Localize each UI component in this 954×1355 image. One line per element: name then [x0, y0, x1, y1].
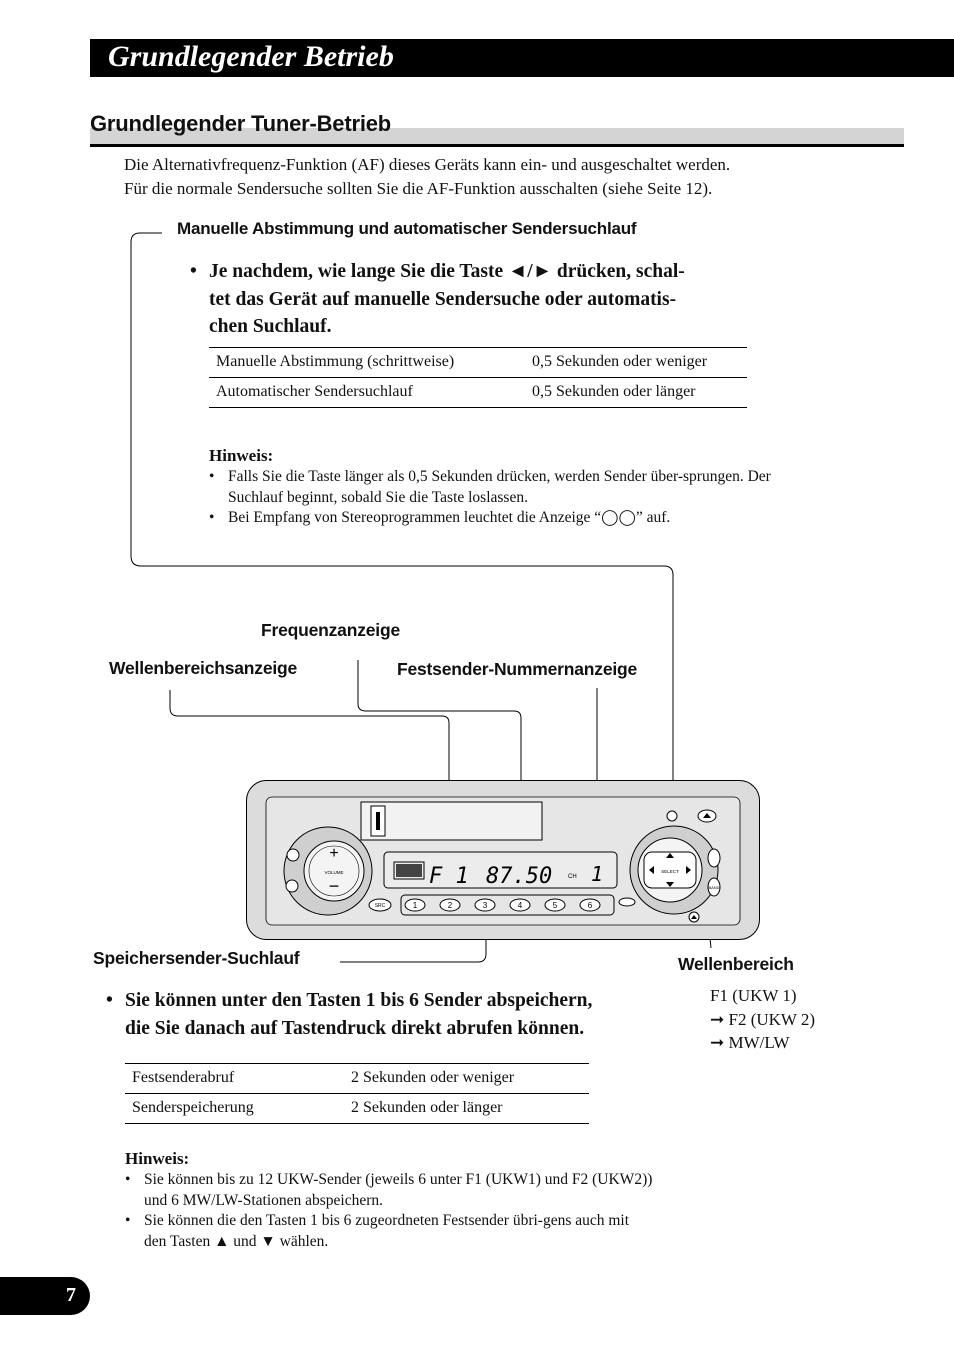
list-item: • Sie können die den Tasten 1 bis 6 zugeordneten Festsender übri-gens auch mit den Tasten ▲ und ▼ wählen. — [125, 1211, 655, 1252]
svg-text:F 1: F 1 — [429, 864, 469, 889]
manual-note-heading: Hinweis: — [209, 446, 274, 465]
preset-timing-table — [125, 1063, 589, 1124]
list-item: • Bei Empfang von Stereoprogrammen leuchtet die Anzeige “◯◯” auf. — [209, 508, 779, 529]
svg-text:3: 3 — [482, 901, 488, 910]
svg-text:CH: CH — [568, 874, 577, 880]
preset-bullet-text — [125, 987, 685, 1042]
table-cell: 0,5 Sekunden oder weniger — [525, 348, 747, 378]
table-cell: 0,5 Sekunden oder länger — [525, 378, 747, 408]
chapter-title: Grundlegender Betrieb — [108, 40, 394, 73]
intro-line: Für die normale Sendersuche sollten Sie die AF-Funktion ausschalten (siehe Seite 12). — [124, 179, 713, 198]
label-band: Wellenbereich — [678, 954, 794, 974]
band-list — [710, 984, 815, 1055]
manual-timing-table — [209, 347, 747, 408]
svg-text:−: − — [328, 876, 340, 896]
svg-text:2: 2 — [447, 901, 453, 910]
manual-bullet-line: chen Suchlauf. — [209, 316, 332, 337]
table-row — [125, 1094, 589, 1124]
label-frequency: Frequenzanzeige — [261, 620, 400, 640]
table-row — [125, 1064, 589, 1094]
svg-text:87.50: 87.50 — [486, 864, 553, 889]
page-number-tab — [0, 1277, 90, 1315]
band-item: ➞ MW/LW — [710, 1033, 790, 1052]
manual-notes — [209, 467, 779, 529]
manual-bullet-line: Je nachdem, wie lange Sie die Taste ◄/► drücken, schal- — [209, 261, 685, 282]
preset-notes — [125, 1170, 655, 1252]
preset-bullet-line: die Sie danach auf Tastendruck direkt abrufen können. — [125, 1017, 585, 1039]
svg-text:SELECT: SELECT — [661, 869, 679, 874]
band-item: F1 (UKW 1) — [710, 986, 797, 1005]
svg-text:4: 4 — [517, 901, 523, 910]
table-cell: Senderspeicherung — [125, 1094, 344, 1124]
section-title: Grundlegender Tuner-Betrieb — [90, 111, 391, 136]
car-radio-illustration — [246, 780, 760, 942]
manual-bullet-marker: • — [190, 261, 197, 282]
svg-text:BAND: BAND — [708, 885, 720, 890]
intro-line: Die Alternativfrequenz-Funktion (AF) dieses Geräts kann ein- und ausgeschaltet werden. — [124, 155, 731, 174]
svg-text:6: 6 — [587, 901, 593, 910]
table-row — [209, 378, 747, 408]
manual-bullet-line: tet das Gerät auf manuelle Sendersuche oder automatis- — [209, 288, 677, 310]
table-row — [209, 348, 747, 378]
svg-text:1: 1 — [591, 862, 604, 886]
list-item: • Falls Sie die Taste länger als 0,5 Sekunden drücken, werden Sender über-sprungen. Der Suchlauf beginnt, sobald Sie die Taste loslassen. — [209, 467, 779, 508]
table-cell: 2 Sekunden oder länger — [344, 1094, 589, 1124]
page-number: 7 — [66, 1284, 76, 1306]
label-preset-scan: Speichersender-Suchlauf — [93, 948, 300, 968]
preset-bullet-line: Sie können unter den Tasten 1 bis 6 Sender abspeichern, — [125, 990, 593, 1011]
table-cell: Automatischer Sendersuchlauf — [209, 378, 525, 408]
table-cell: Festsenderabruf — [125, 1064, 344, 1094]
svg-text:SRC: SRC — [374, 903, 386, 909]
preset-note-heading: Hinweis: — [125, 1149, 190, 1168]
table-cell: Manuelle Abstimmung (schrittweise) — [209, 348, 525, 378]
svg-text:5: 5 — [552, 901, 558, 910]
svg-text:VOLUME: VOLUME — [324, 870, 344, 875]
label-preset-number: Festsender-Nummernanzeige — [397, 659, 638, 679]
band-item: ➞ F2 (UKW 2) — [710, 1009, 816, 1029]
label-band-display: Wellenbereichsanzeige — [109, 658, 298, 678]
manual-heading: Manuelle Abstimmung und automatischer Sendersuchlauf — [177, 219, 637, 238]
arrow-right-icon: ➞ — [710, 1009, 729, 1029]
manual-bullet-text — [209, 258, 789, 341]
svg-text:+: + — [329, 845, 339, 862]
preset-bullet-marker: • — [106, 990, 113, 1011]
table-cell: 2 Sekunden oder weniger — [344, 1064, 589, 1094]
list-item: • Sie können bis zu 12 UKW-Sender (jeweils 6 unter F1 (UKW1) und F2 (UKW2)) und 6 MW/LW-Stationen abspeichern. — [125, 1170, 655, 1211]
svg-text:1: 1 — [412, 901, 418, 910]
arrow-right-icon: ➞ — [710, 1033, 729, 1052]
